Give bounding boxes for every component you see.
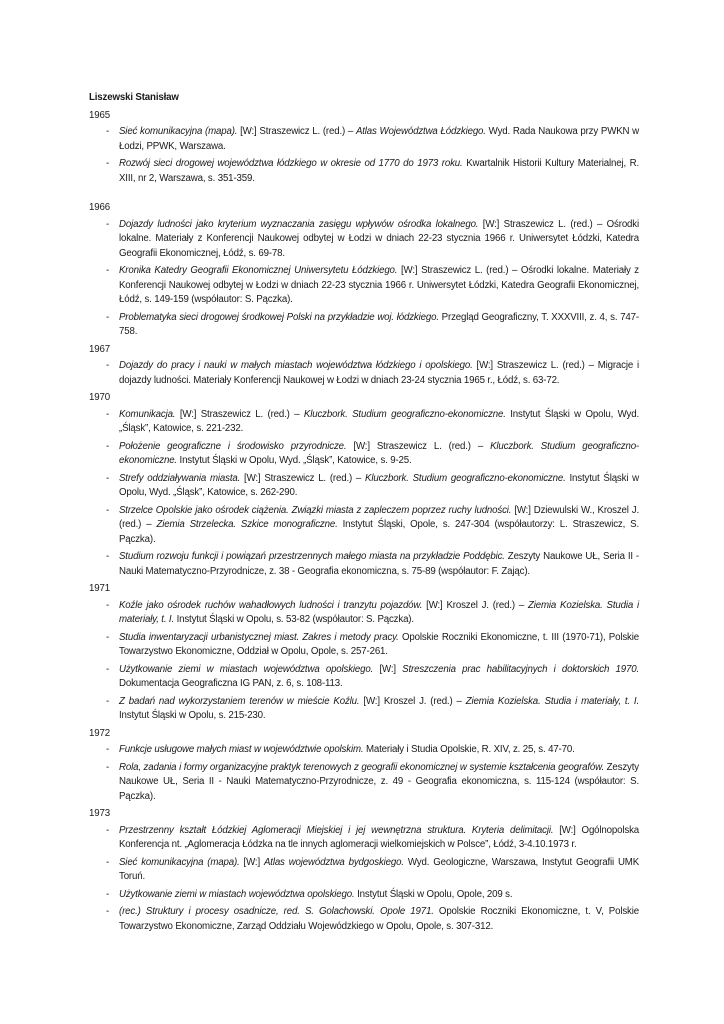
year-heading: 1973 bbox=[89, 808, 110, 819]
publication-title: Strefy oddziaływania miasta. bbox=[119, 472, 241, 484]
publication-entry bbox=[89, 550, 639, 579]
publication-details: Wyd. Rada Naukowa przy PWKN w Łodzi, PPWK, Warszawa. bbox=[119, 126, 640, 152]
publication-source-title: Ziemia Kozielska. Studia i materiały, t. I. bbox=[465, 695, 639, 707]
publication-title: Studia inwentaryzacji urbanistycznej miast. Zakres i metody pracy. bbox=[119, 631, 399, 643]
publication-title: Strzelce Opolskie jako ośrodek ciążenia. Związki miasta z zapleczem poprzez ruchy ludności. bbox=[119, 504, 512, 516]
publication-details: Zeszyty Naukowe UŁ, Seria II - Nauki Matematyczno-Przyrodnicze, z. 49 - Geografia ekonomiczna, s. 115-124 (współautor: S. Pączka). bbox=[119, 761, 639, 802]
publication-details: Instytut Śląski w Opolu, Opole, 209 s. bbox=[354, 888, 513, 900]
publication-entry bbox=[89, 695, 639, 724]
publication-source-title: Streszczenia prac habilitacyjnych i doktorskich 1970. bbox=[402, 663, 639, 675]
publication-title: Problematyka sieci drogowej środkowej Polski na przykładzie woj. łódzkiego. bbox=[119, 311, 439, 323]
publication-details: Instytut Śląski, Opole, s. 247-304 (współautorzy: L. Straszewicz, S. Pączka). bbox=[119, 519, 639, 545]
year-heading: 1967 bbox=[89, 343, 110, 355]
publication-details: Materiały i Studia Opolskie, R. XIV, z. 25, s. 47-70. bbox=[363, 744, 575, 755]
publication-entry bbox=[89, 125, 639, 154]
publication-details: Opolskie Roczniki Ekonomiczne, t. V, Polskie Towarzystwo Ekonomiczne, Zarząd Oddziału Wojewódzkiego w Opolu, Opole, s. 307-312. bbox=[119, 906, 639, 932]
publication-details: [W:] Dziewulski W., Kroszel J. (red.) – bbox=[119, 504, 639, 530]
publication-entry bbox=[89, 905, 639, 934]
publication-source-title: Ziemia Kozielska. Studia i materiały, t. I. bbox=[119, 599, 639, 625]
publication-details: [W:] Straszewicz L. (red.) – bbox=[175, 408, 304, 420]
bibliography-sections bbox=[89, 109, 639, 935]
publication-entry bbox=[89, 856, 639, 885]
publication-source-title: Atlas województwa bydgoskiego. bbox=[263, 856, 404, 868]
publication-details: [W:] Straszewicz L. (red.) – Migracje i dojazdy ludności. Materiały Konferencji Naukowej w Łodzi w dniach 23-24 stycznia 1965 r., Łódź, s. 63-72. bbox=[119, 360, 639, 386]
publication-details: [W:] bbox=[373, 663, 403, 675]
publication-entry bbox=[89, 440, 639, 469]
publication-details: Dokumentacja Geograficzna IG PAN, z. 6, s. 108-113. bbox=[119, 678, 343, 689]
publication-entry bbox=[89, 264, 639, 308]
publication-title: Sieć komunikacyjna (mapa). bbox=[119, 126, 238, 137]
publication-details: Opolskie Roczniki Ekonomiczne, t. III (1970-71), Polskie Towarzystwo Ekonomiczne, Oddział w Opolu, Opole, s. 257-261. bbox=[119, 631, 639, 657]
publication-list bbox=[89, 218, 639, 340]
publication-details: [W:] Kroszel J. (red.) – bbox=[359, 695, 466, 707]
publication-list bbox=[89, 359, 639, 388]
publication-entry bbox=[89, 743, 639, 758]
author-heading: Liszewski Stanisław bbox=[89, 92, 179, 103]
publication-details: [W:] Straszewicz L. (red.) – Ośrodki lokalne. Materiały z Konferencji Naukowej odbytej w Łodzi w dniach 22-23 stycznia 1966 r. Uniwersytet Łódzki, Katedra Geografii Ekonomicznej, Łódź, s. 69-78. bbox=[119, 218, 639, 259]
publication-source-title: Kluczbork. Studium geograficzno-ekonomiczne. bbox=[365, 472, 566, 484]
publication-entry bbox=[89, 157, 639, 186]
publication-details: Wyd. Geologiczne, Warszawa, Instytut Geografii UMK Toruń. bbox=[119, 856, 640, 882]
publication-entry bbox=[89, 631, 639, 660]
publication-entry bbox=[89, 359, 639, 388]
publication-list bbox=[89, 125, 639, 186]
publication-details: [W:] Kroszel J. (red.) – bbox=[422, 599, 528, 611]
publication-entry bbox=[89, 311, 639, 340]
publication-title: Rozwój sieci drogowej województwa łódzkiego w okresie od 1770 do 1973 roku. bbox=[119, 158, 463, 169]
publication-title: Dojazdy do pracy i nauki w małych miastach województwa łódzkiego i opolskiego. bbox=[119, 360, 473, 371]
publication-title: Użytkowanie ziemi w miastach województwa opolskiego. bbox=[119, 888, 355, 900]
publication-source-title: Ziemia Strzelecka. Szkice monograficzne. bbox=[156, 519, 338, 530]
publication-title: Z badań nad wykorzystaniem terenów w mieście Koźlu. bbox=[119, 695, 360, 707]
publication-title: Funkcje usługowe małych miast w województwie opolskim. bbox=[119, 744, 364, 755]
year-heading: 1970 bbox=[89, 392, 110, 403]
publication-title: Użytkowanie ziemi w miastach województwa opolskiego. bbox=[119, 663, 374, 675]
publication-entry bbox=[89, 888, 639, 903]
publication-details: Zeszyty Naukowe UŁ, Seria II - Nauki Matematyczno-Przyrodnicze, z. 38 - Geografia ekonomiczna, s. 75-89 (współautor: F. Zając). bbox=[119, 551, 639, 577]
publication-title: Koźle jako ośrodek ruchów wahadłowych ludności i tranzytu pojazdów. bbox=[119, 599, 423, 611]
publication-details: [W:] bbox=[239, 856, 264, 868]
publication-source-title: Kluczbork. Studium geograficzno-ekonomiczne. bbox=[303, 408, 506, 420]
publication-title: Położenie geograficzne i środowisko przyrodnicze. bbox=[119, 440, 347, 452]
publication-list bbox=[89, 599, 639, 724]
publication-details: Instytut Śląski w Opolu, Wyd. „Śląsk”, Katowice, s. 221-232. bbox=[119, 408, 639, 434]
publication-details: Instytut Śląski w Opolu, s. 215-230. bbox=[119, 710, 266, 721]
year-heading: 1972 bbox=[89, 727, 110, 739]
publication-details: [W:] Straszewicz L. (red.) – bbox=[346, 440, 491, 452]
publication-title: (rec.) Struktury i procesy osadnicze, red. S. Golachowski. Opole 1971. bbox=[119, 906, 434, 917]
publication-entry bbox=[89, 824, 639, 853]
publication-details: Instytut Śląski w Opolu, Wyd. „Śląsk”, Katowice, s. 262-290. bbox=[119, 472, 640, 498]
publication-title: Rola, zadania i formy organizacyjne praktyk terenowych z geografii ekonomicznej w systemie kształcenia geografów. bbox=[119, 761, 604, 773]
publication-title: Sieć komunikacyjna (mapa). bbox=[119, 856, 240, 868]
publication-entry bbox=[89, 472, 639, 501]
publication-details: Instytut Śląski w Opolu, s. 53-82 (współautor: S. Pączka). bbox=[174, 614, 414, 625]
year-heading: 1966 bbox=[89, 202, 110, 213]
publication-details: Kwartalnik Historii Kultury Materialnej, R. XIII, nr 2, Warszawa, s. 351-359. bbox=[119, 158, 639, 184]
publication-source-title: Atlas Województwa Łódzkiego. bbox=[355, 126, 486, 137]
publication-details: [W:] Straszewicz L. (red.) – bbox=[237, 126, 356, 137]
publication-list bbox=[89, 408, 639, 580]
publication-details: [W:] Straszewicz L. (red.) – bbox=[240, 472, 366, 484]
year-heading: 1965 bbox=[89, 109, 110, 121]
publication-details: [W:] Ogólnopolska Konferencja nt. „Aglomeracja Łódzka na tle innych aglomeracji wielkomiejskich w Polsce”, Łódź, 3-4.10.1973 r. bbox=[119, 824, 639, 850]
year-heading: 1971 bbox=[89, 583, 110, 594]
publication-source-title: Kluczbork. Studium geograficzno-ekonomiczne. bbox=[119, 440, 640, 466]
publication-entry bbox=[89, 218, 639, 262]
publication-entry bbox=[89, 599, 639, 628]
publication-entry bbox=[89, 504, 639, 548]
publication-entry bbox=[89, 408, 639, 437]
publication-entry bbox=[89, 761, 639, 805]
publication-title: Studium rozwoju funkcji i powiązań przestrzennych małego miasta na przykładzie Poddębic. bbox=[119, 551, 505, 562]
publication-list bbox=[89, 824, 639, 935]
publication-details: Przegląd Geograficzny, T. XXXVIII, z. 4, s. 747-758. bbox=[119, 311, 639, 337]
publication-entry bbox=[89, 663, 639, 692]
publication-title: Kronika Katedry Geografii Ekonomicznej Uniwersytetu Łódzkiego. bbox=[119, 265, 398, 276]
publication-title: Komunikacja. bbox=[119, 408, 176, 420]
publication-title: Przestrzenny kształt Łódzkiej Aglomeracji Miejskiej i jej wewnętrzna struktura. Kryteria delimitacji. bbox=[119, 824, 554, 836]
publication-list bbox=[89, 743, 639, 804]
publication-details: [W:] Straszewicz L. (red.) – Ośrodki lokalne. Materiały z Konferencji Naukowej odbytej w Łodzi w dniach 22-23 stycznia 1966 r. Uniwersytet Łódzki, Katedra Geografii Ekonomicznej, Łódź, s. 149-159 (współautor: S. Pączka). bbox=[119, 265, 639, 305]
publication-title: Dojazdy ludności jako kryterium wyznaczania zasięgu wpływów ośrodka lokalnego. bbox=[119, 218, 479, 230]
bibliography-page bbox=[89, 91, 639, 937]
publication-details: Instytut Śląski w Opolu, Wyd. „Śląsk”, Katowice, s. 9-25. bbox=[176, 455, 412, 466]
